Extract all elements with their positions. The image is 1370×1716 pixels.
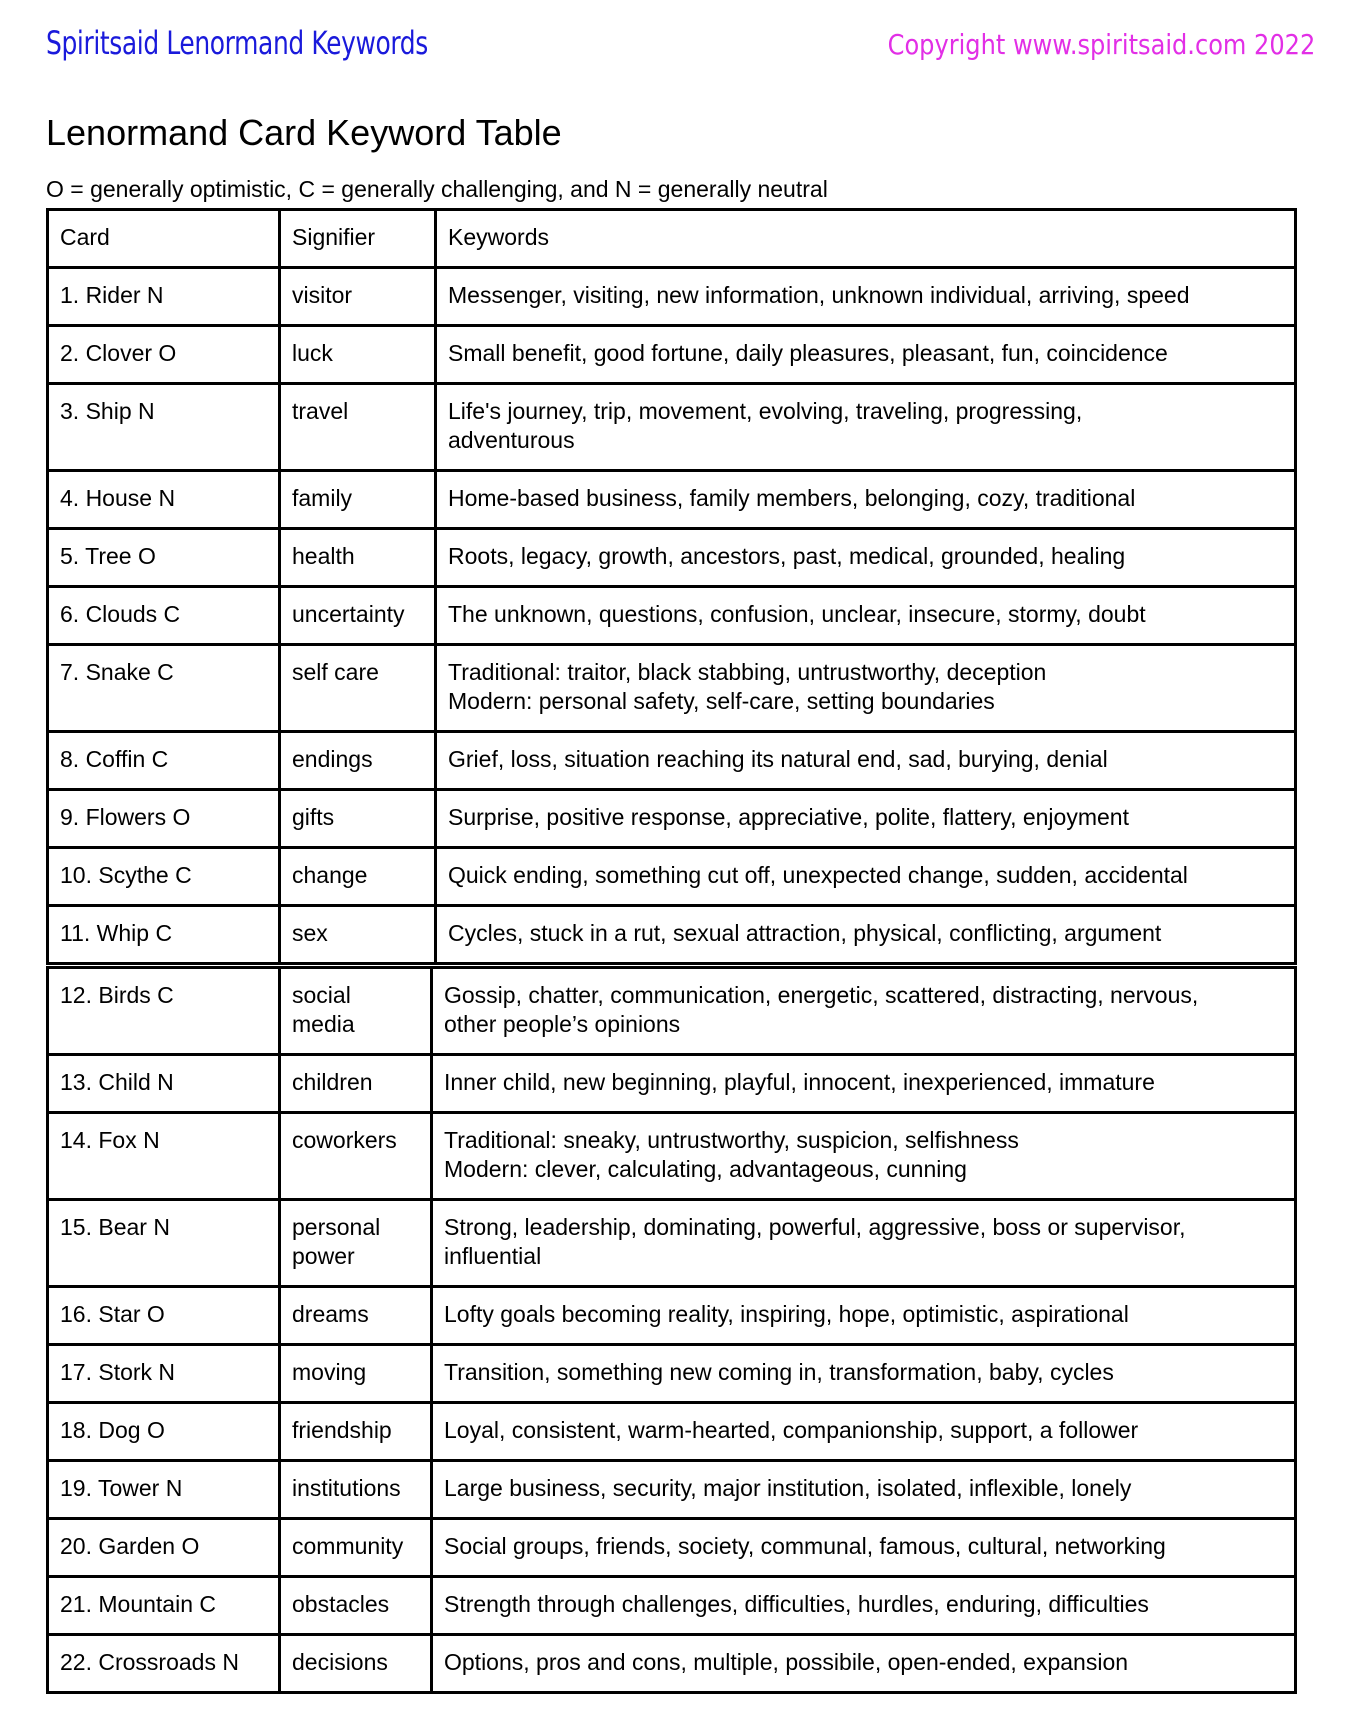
table-row — [48, 1577, 1296, 1635]
signifier-cell: endings — [280, 732, 436, 790]
card-cell: 10. Scythe C — [48, 848, 280, 906]
card-cell: 4. House N — [48, 471, 280, 529]
card-cell: 12. Birds C — [48, 968, 280, 1055]
keywords-cell: Messenger, visiting, new information, unknown individual, arriving, speed — [436, 268, 1296, 326]
card-cell: 21. Mountain C — [48, 1577, 280, 1635]
signifier-cell: institutions — [280, 1461, 432, 1519]
table-row — [48, 1461, 1296, 1519]
column-header-keywords: Keywords — [436, 210, 1296, 268]
keywords-cell: Strength through challenges, difficulties, hurdles, enduring, difficulties — [432, 1577, 1296, 1635]
card-cell: 5. Tree O — [48, 529, 280, 587]
signifier-cell: obstacles — [280, 1577, 432, 1635]
keywords-cell: Surprise, positive response, appreciative, polite, flattery, enjoyment — [436, 790, 1296, 848]
keywords-cell: Lofty goals becoming reality, inspiring, hope, optimistic, aspirational — [432, 1287, 1296, 1345]
card-cell: 17. Stork N — [48, 1345, 280, 1403]
keywords-cell: The unknown, questions, confusion, unclear, insecure, stormy, doubt — [436, 587, 1296, 645]
table-row — [48, 1287, 1296, 1345]
signifier-cell: moving — [280, 1345, 432, 1403]
card-cell: 2. Clover O — [48, 326, 280, 384]
card-cell: 1. Rider N — [48, 268, 280, 326]
signifier-cell: coworkers — [280, 1113, 432, 1200]
table-row — [48, 529, 1296, 587]
table-row — [48, 848, 1296, 906]
signifier-cell: children — [280, 1055, 432, 1113]
keywords-cell: Grief, loss, situation reaching its natural end, sad, burying, denial — [436, 732, 1296, 790]
card-cell: 16. Star O — [48, 1287, 280, 1345]
card-cell: 8. Coffin C — [48, 732, 280, 790]
card-cell: 20. Garden O — [48, 1519, 280, 1577]
signifier-cell: luck — [280, 326, 436, 384]
signifier-cell: uncertainty — [280, 587, 436, 645]
keywords-cell: Transition, something new coming in, transformation, baby, cycles — [432, 1345, 1296, 1403]
keywords-cell: Small benefit, good fortune, daily pleasures, pleasant, fun, coincidence — [436, 326, 1296, 384]
keywords-cell: Social groups, friends, society, communal, famous, cultural, networking — [432, 1519, 1296, 1577]
column-header-card: Card — [48, 210, 280, 268]
table-row — [48, 1635, 1296, 1693]
table-row — [48, 790, 1296, 848]
keywords-cell: Quick ending, something cut off, unexpected change, sudden, accidental — [436, 848, 1296, 906]
signifier-cell: dreams — [280, 1287, 432, 1345]
card-cell: 18. Dog O — [48, 1403, 280, 1461]
signifier-cell: self care — [280, 645, 436, 732]
card-cell: 19. Tower N — [48, 1461, 280, 1519]
signifier-cell: sex — [280, 906, 436, 964]
card-cell: 13. Child N — [48, 1055, 280, 1113]
card-cell: 22. Crossroads N — [48, 1635, 280, 1693]
keywords-cell: Cycles, stuck in a rut, sexual attraction, physical, conflicting, argument — [436, 906, 1296, 964]
table-row — [48, 732, 1296, 790]
keywords-cell: Loyal, consistent, warm-hearted, companionship, support, a follower — [432, 1403, 1296, 1461]
card-cell: 11. Whip C — [48, 906, 280, 964]
signifier-cell: visitor — [280, 268, 436, 326]
table-row — [48, 906, 1296, 964]
signifier-cell: change — [280, 848, 436, 906]
table-row — [48, 645, 1296, 732]
table-row — [48, 587, 1296, 645]
table-row — [48, 1113, 1296, 1200]
keywords-cell: Inner child, new beginning, playful, innocent, inexperienced, immature — [432, 1055, 1296, 1113]
signifier-cell: health — [280, 529, 436, 587]
signifier-cell: travel — [280, 384, 436, 471]
table-row — [48, 471, 1296, 529]
table-row — [48, 268, 1296, 326]
table-row — [48, 1055, 1296, 1113]
page-title: Lenormand Card Keyword Table — [46, 112, 562, 153]
copyright-notice: Copyright www.spiritsaid.com 2022 — [887, 28, 1315, 61]
legend-text: O = generally optimistic, C = generally challenging, and N = generally neutral — [46, 176, 828, 202]
signifier-cell: personal power — [280, 1200, 432, 1287]
table-row — [48, 968, 1296, 1055]
table-row — [48, 1200, 1296, 1287]
table-row — [48, 1403, 1296, 1461]
signifier-cell: social media — [280, 968, 432, 1055]
signifier-cell: community — [280, 1519, 432, 1577]
table-header-row — [48, 210, 1296, 268]
keyword-table-1 — [46, 208, 1297, 965]
keywords-cell: Gossip, chatter, communication, energetic, scattered, distracting, nervous, other people’s opinions — [432, 968, 1296, 1055]
site-brand: Spiritsaid Lenormand Keywords — [46, 24, 428, 62]
signifier-cell: decisions — [280, 1635, 432, 1693]
card-cell: 7. Snake C — [48, 645, 280, 732]
signifier-cell: friendship — [280, 1403, 432, 1461]
table-row — [48, 1519, 1296, 1577]
keywords-cell: Roots, legacy, growth, ancestors, past, medical, grounded, healing — [436, 529, 1296, 587]
card-cell: 3. Ship N — [48, 384, 280, 471]
keywords-cell: Home-based business, family members, belonging, cozy, traditional — [436, 471, 1296, 529]
card-cell: 9. Flowers O — [48, 790, 280, 848]
keywords-cell: Options, pros and cons, multiple, possibile, open-ended, expansion — [432, 1635, 1296, 1693]
signifier-cell: family — [280, 471, 436, 529]
card-cell: 14. Fox N — [48, 1113, 280, 1200]
card-cell: 15. Bear N — [48, 1200, 280, 1287]
signifier-cell: gifts — [280, 790, 436, 848]
keywords-cell: Large business, security, major institution, isolated, inflexible, lonely — [432, 1461, 1296, 1519]
table-row — [48, 384, 1296, 471]
card-cell: 6. Clouds C — [48, 587, 280, 645]
keywords-cell: Strong, leadership, dominating, powerful, aggressive, boss or supervisor, influential — [432, 1200, 1296, 1287]
table-row — [48, 326, 1296, 384]
keywords-cell: Life's journey, trip, movement, evolving, traveling, progressing, adventurous — [436, 384, 1296, 471]
keywords-cell: Traditional: traitor, black stabbing, untrustworthy, deception Modern: personal safety, self-care, setting boundaries — [436, 645, 1296, 732]
table-row — [48, 1345, 1296, 1403]
column-header-signifier: Signifier — [280, 210, 436, 268]
keyword-table-2 — [46, 966, 1297, 1694]
keywords-cell: Traditional: sneaky, untrustworthy, suspicion, selfishness Modern: clever, calculating, advantageous, cunning — [432, 1113, 1296, 1200]
